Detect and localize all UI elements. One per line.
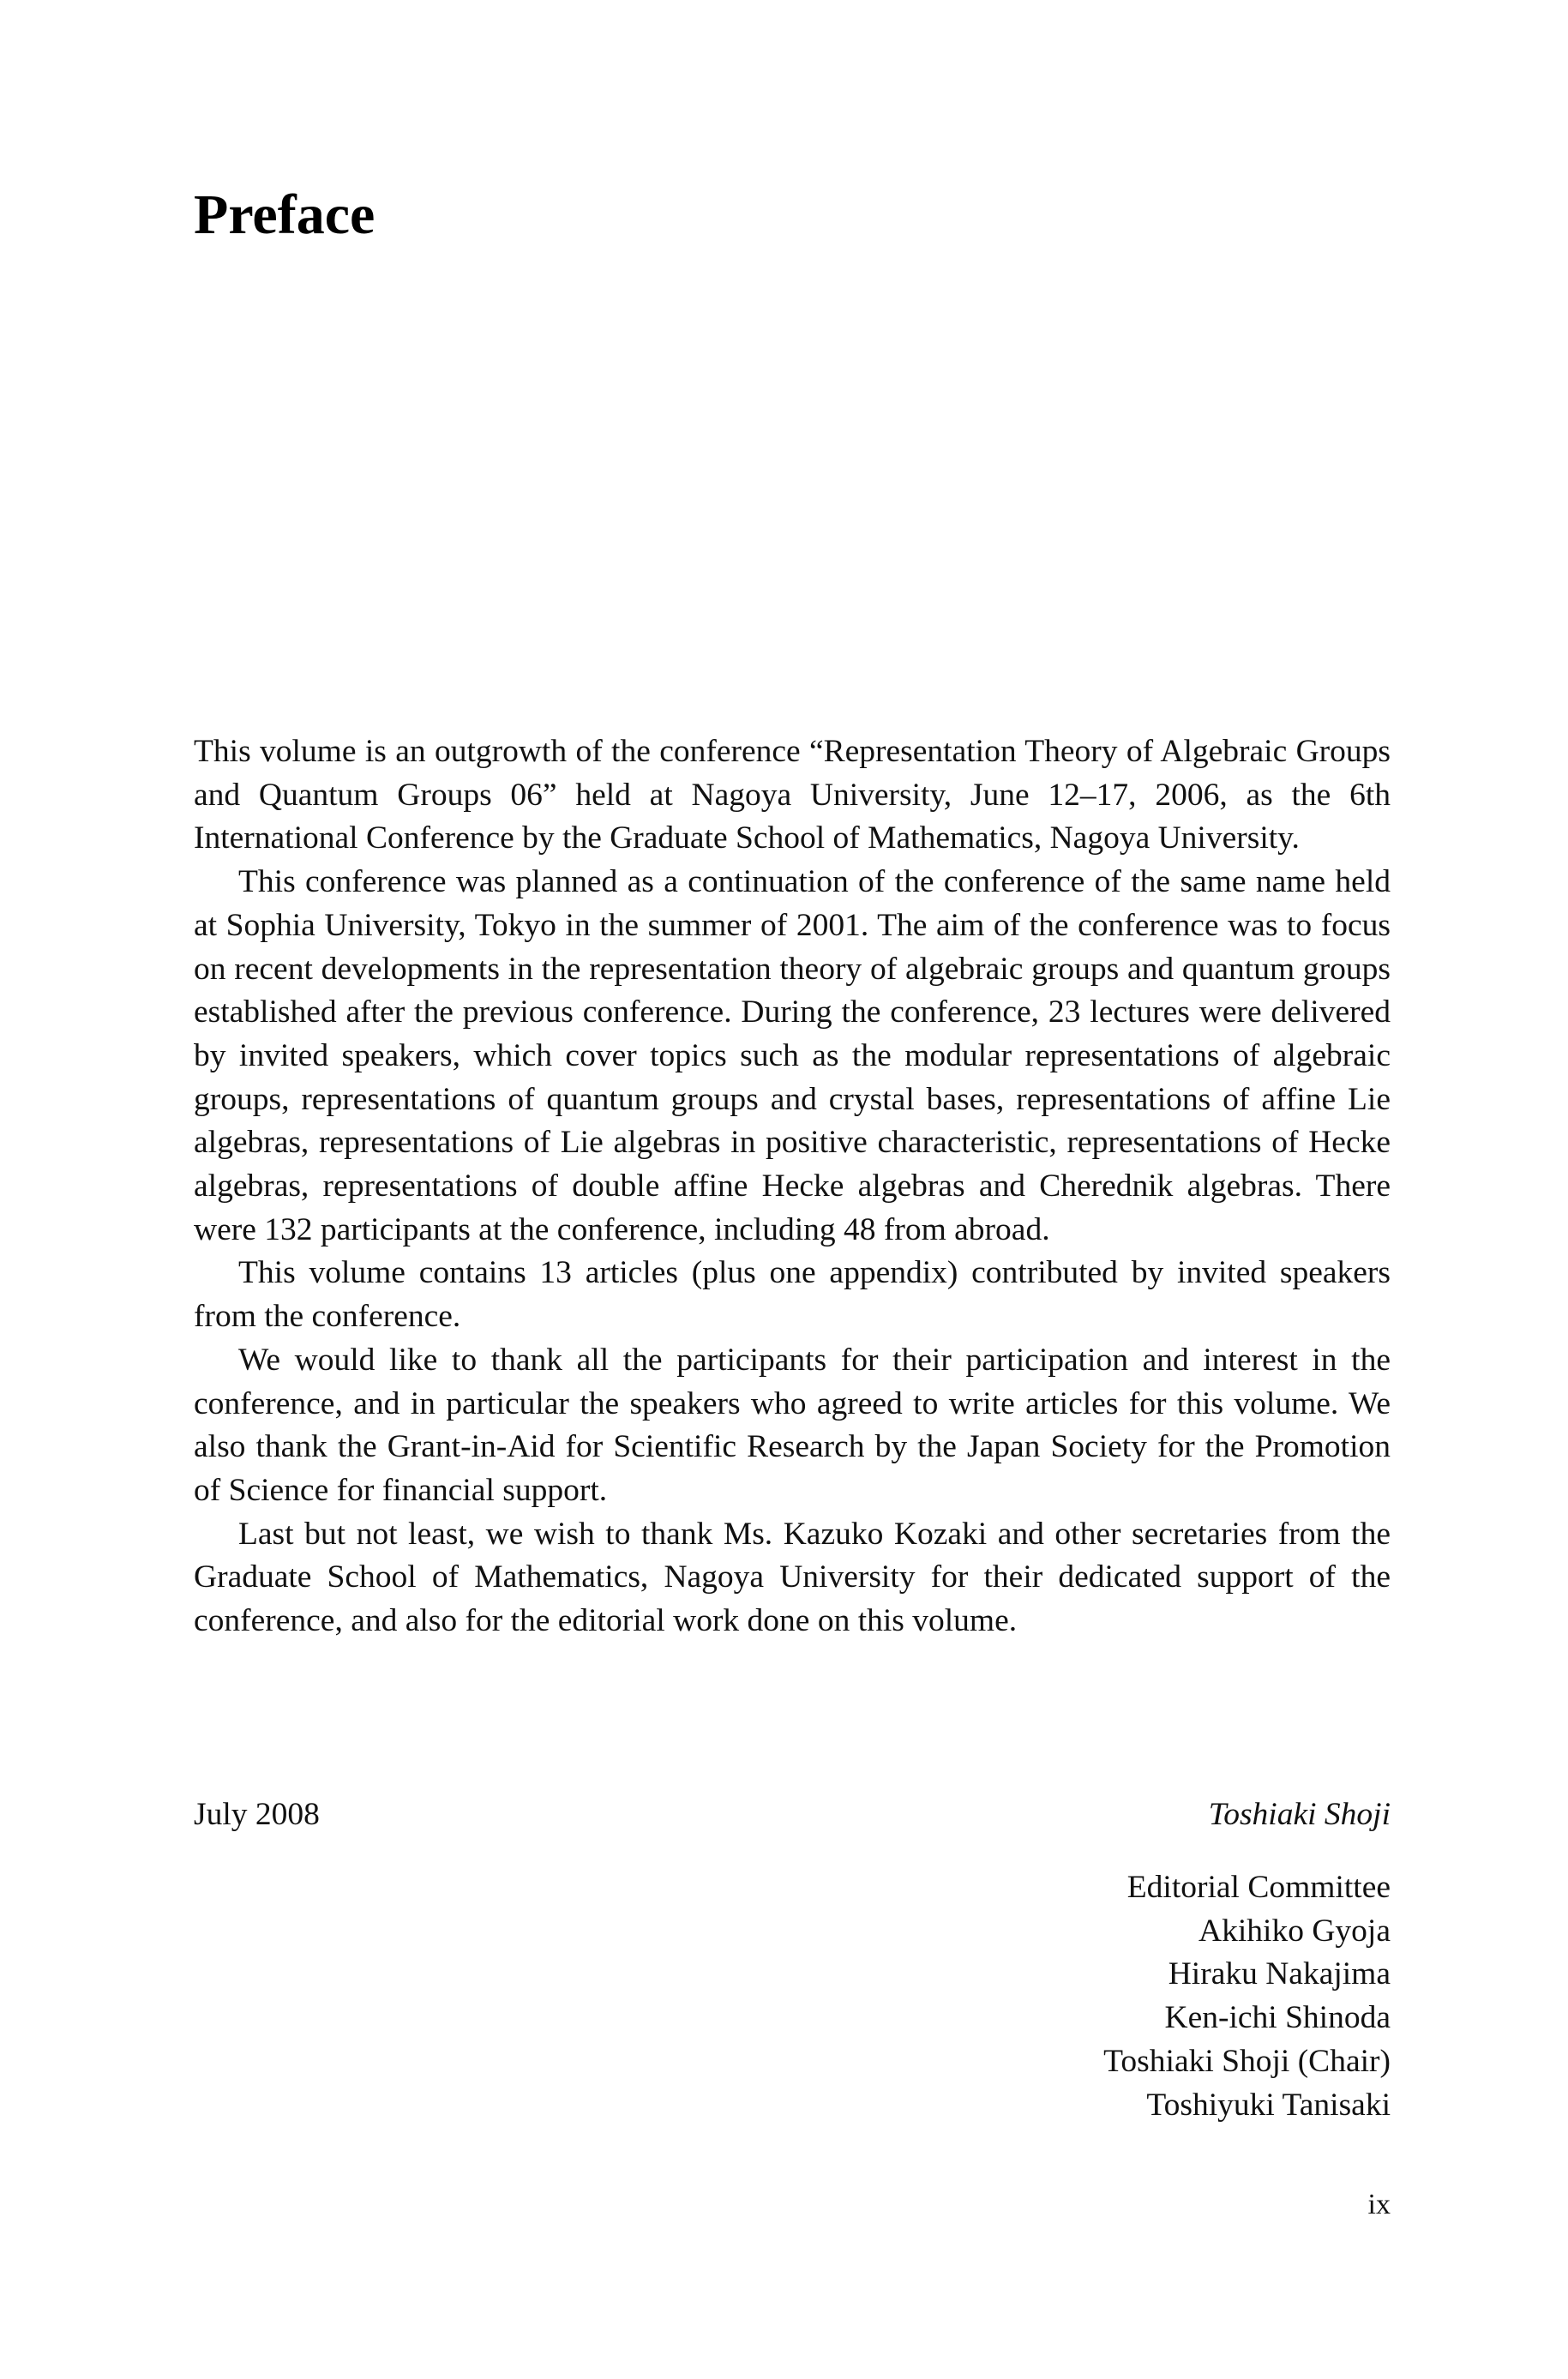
paragraph-5: Last but not least, we wish to thank Ms. Kazuko Kozaki and other secretaries from the Graduate School of Mathematics, Nagoya University for their dedicated support of the conference, and also for the editorial work done on this volume. [194, 1516, 1391, 1639]
committee-member: Ken-ichi Shinoda [1164, 2000, 1391, 2036]
page-number: ix [1367, 2189, 1391, 2220]
paragraph-2: This conference was planned as a continuation of the conference of the same name held at Sophia University, Tokyo in the summer of 2001. The aim of the conference was to focus on recent developments in the representation theory of algebraic groups and quantum groups established after the previous conference. During the conference, 23 lectures were delivered by invited speakers, which cover topics such as the modular representations of algebraic groups, representations of quantum groups and crystal bases, representations of affine Lie algebras, representations of Lie algebras in positive characteristic, representations of Hecke algebras, representations of double affine Hecke algebras and Cherednik algebras. There were 132 participants at the conference, including 48 from abroad. [194, 864, 1391, 1247]
committee-member: Akihiko Gyoja [1199, 1913, 1391, 1949]
committee-heading: Editorial Committee [1126, 1870, 1391, 1905]
committee-member: Hiraku Nakajima [1168, 1956, 1391, 1992]
paragraph-1: This volume is an outgrowth of the conference “Representation Theory of Algebraic Groups and Quantum Groups 06” held at Nagoya University, June 12–17, 2006, as the 6th International Conference by the Graduate School of Mathematics, Nagoya University. [194, 734, 1391, 856]
committee-member: Toshiaki Shoji (Chair) [1103, 2043, 1391, 2079]
editorial-committee [1103, 1866, 1391, 2127]
author-signature: Toshiaki Shoji [1208, 1797, 1391, 1832]
date: July 2008 [194, 1797, 320, 1832]
paragraph-4: We would like to thank all the participants for their participation and interest in the conference, and in particular the speakers who agreed to write articles for this volume. We also thank the Grant-in-Aid for Scientific Research by the Japan Society for the Promotion of Science for financial support. [194, 1342, 1391, 1508]
preface-body [194, 730, 1391, 1643]
paragraph-3: This volume contains 13 articles (plus one appendix) contributed by invited speakers from the conference. [194, 1255, 1391, 1335]
committee-member: Toshiyuki Tanisaki [1146, 2087, 1391, 2123]
page-title: Preface [194, 183, 375, 246]
signature-row [194, 1793, 1391, 1838]
